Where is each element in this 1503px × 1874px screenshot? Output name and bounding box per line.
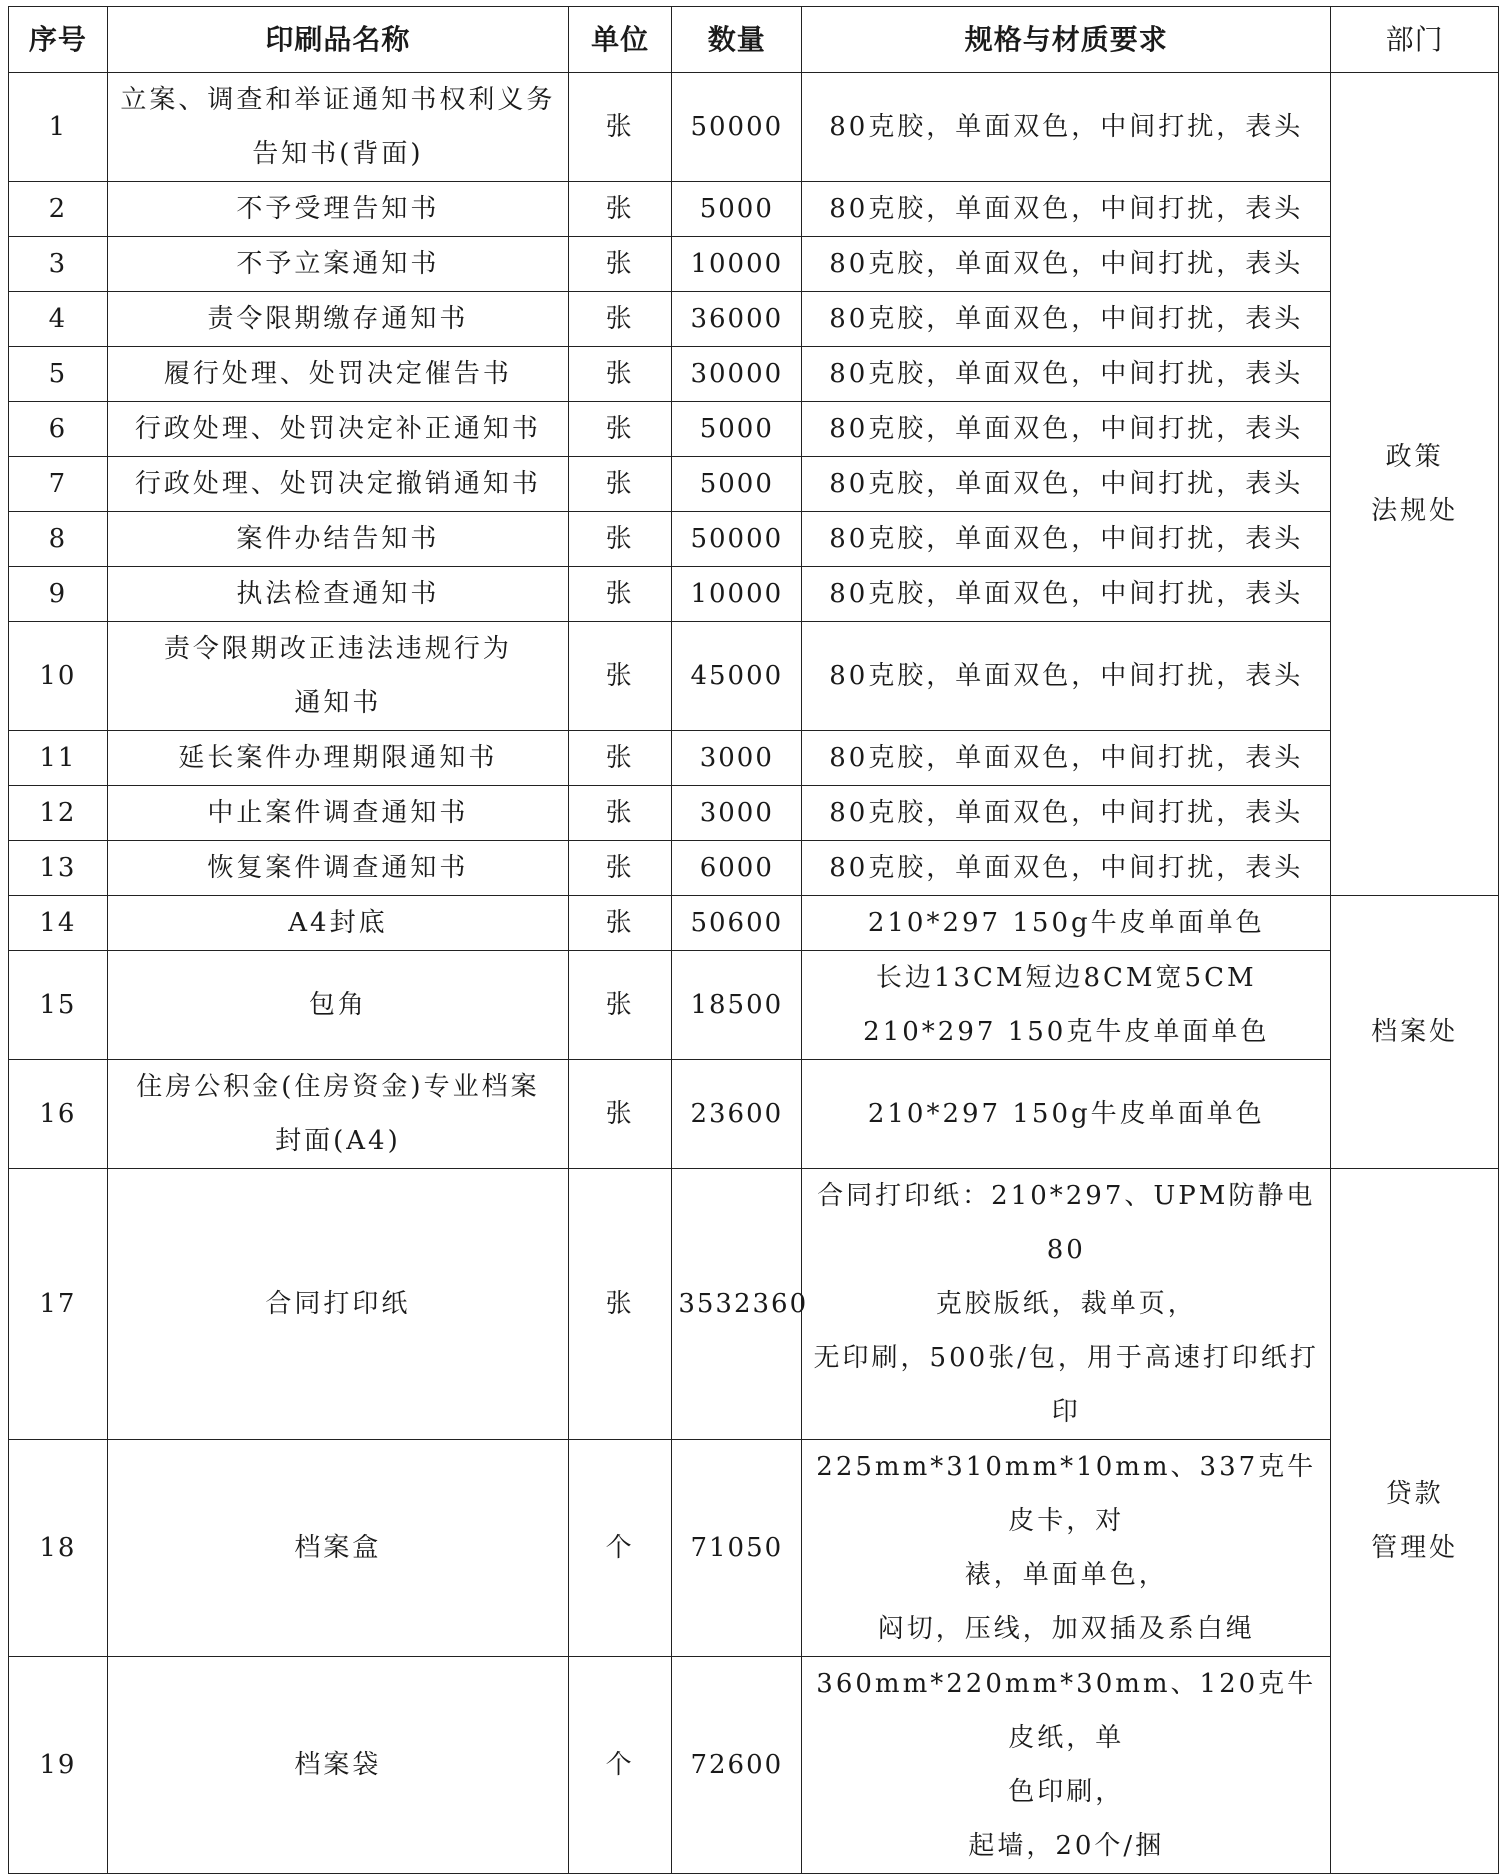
row-number: 12 <box>9 786 108 841</box>
row-number: 1 <box>9 73 108 182</box>
quantity-cell: 10000 <box>672 567 802 622</box>
spec-line: 210*297 150克牛皮单面单色 <box>863 1017 1270 1047</box>
item-name-line: 履行处理、处罚决定催告书 <box>163 359 512 389</box>
quantity-cell: 50000 <box>672 73 802 182</box>
table-row <box>9 1169 1499 1440</box>
spec-cell <box>802 622 1331 731</box>
spec-line: 起墙，20个/捆 <box>968 1831 1165 1861</box>
spec-cell <box>802 731 1331 786</box>
item-name-cell <box>107 786 568 841</box>
row-number: 15 <box>9 951 108 1060</box>
row-number: 11 <box>9 731 108 786</box>
spec-cell <box>802 1169 1331 1440</box>
spec-cell <box>802 237 1331 292</box>
spec-line: 210*297 150g牛皮单面单色 <box>867 908 1265 938</box>
item-name-cell <box>107 896 568 951</box>
table-row <box>9 896 1499 951</box>
spec-cell <box>802 292 1331 347</box>
table-row <box>9 841 1499 896</box>
table-row <box>9 1657 1499 1874</box>
header-department: 部门 <box>1331 7 1499 73</box>
spec-line: 225mm*310mm*10mm、337克牛皮卡，对 <box>816 1452 1317 1536</box>
department-line: 档案处 <box>1371 1017 1459 1047</box>
item-name-line: 档案盒 <box>294 1533 382 1563</box>
item-name-cell <box>107 347 568 402</box>
department-line: 政策 <box>1385 442 1444 472</box>
item-name-line: 责令限期改正违法违规行为 <box>163 634 512 664</box>
table-row <box>9 1060 1499 1169</box>
item-name-cell <box>107 1657 568 1874</box>
unit-cell: 个 <box>568 1440 671 1657</box>
spec-cell <box>802 841 1331 896</box>
table-header-row <box>9 7 1499 73</box>
unit-cell: 张 <box>568 512 671 567</box>
item-name-line: 执法检查通知书 <box>236 579 440 609</box>
item-name-line: 合同打印纸 <box>265 1289 411 1319</box>
spec-line: 克胶版纸，裁单页， <box>935 1289 1197 1319</box>
unit-cell: 张 <box>568 292 671 347</box>
row-number: 17 <box>9 1169 108 1440</box>
item-name-line: 延长案件办理期限通知书 <box>178 743 498 773</box>
row-number: 8 <box>9 512 108 567</box>
department-line: 法规处 <box>1371 496 1459 526</box>
item-name-cell <box>107 73 568 182</box>
row-number: 9 <box>9 567 108 622</box>
spec-cell <box>802 402 1331 457</box>
table-row <box>9 182 1499 237</box>
spec-line: 裱，单面单色， <box>964 1560 1168 1590</box>
item-name-cell <box>107 841 568 896</box>
spec-cell <box>802 347 1331 402</box>
spec-line: 80克胶，单面双色，中间打扰，表头 <box>829 853 1304 883</box>
spec-cell <box>802 1060 1331 1169</box>
header-spec: 规格与材质要求 <box>802 7 1331 73</box>
item-name-cell <box>107 402 568 457</box>
item-name-line: 不予立案通知书 <box>236 249 440 279</box>
header-quantity: 数量 <box>672 7 802 73</box>
department-cell <box>1331 73 1499 896</box>
spec-cell <box>802 896 1331 951</box>
spec-line: 长边13CM短边8CM宽5CM <box>875 963 1257 993</box>
item-name-line: 立案、调查和举证通知书权利义务 <box>120 85 556 115</box>
item-name-line: 通知书 <box>294 688 382 718</box>
table-row <box>9 622 1499 731</box>
row-number: 2 <box>9 182 108 237</box>
quantity-cell: 72600 <box>672 1657 802 1874</box>
table-row <box>9 237 1499 292</box>
quantity-cell: 3000 <box>672 731 802 786</box>
unit-cell: 张 <box>568 347 671 402</box>
row-number: 7 <box>9 457 108 512</box>
header-no: 序号 <box>9 7 108 73</box>
table-row <box>9 731 1499 786</box>
item-name-cell <box>107 237 568 292</box>
unit-cell: 张 <box>568 951 671 1060</box>
unit-cell: 张 <box>568 896 671 951</box>
spec-cell <box>802 182 1331 237</box>
row-number: 14 <box>9 896 108 951</box>
item-name-line: 案件办结告知书 <box>236 524 440 554</box>
unit-cell: 个 <box>568 1657 671 1874</box>
spec-line: 80克胶，单面双色，中间打扰，表头 <box>829 798 1304 828</box>
table-body <box>9 73 1499 1874</box>
spec-cell <box>802 786 1331 841</box>
row-number: 3 <box>9 237 108 292</box>
row-number: 19 <box>9 1657 108 1874</box>
item-name-cell <box>107 731 568 786</box>
spec-line: 210*297 150g牛皮单面单色 <box>867 1099 1265 1129</box>
printing-items-table <box>8 6 1499 1874</box>
spec-cell <box>802 1440 1331 1657</box>
header-unit: 单位 <box>568 7 671 73</box>
spec-cell <box>802 951 1331 1060</box>
spec-line: 80克胶，单面双色，中间打扰，表头 <box>829 359 1304 389</box>
quantity-cell: 45000 <box>672 622 802 731</box>
row-number: 4 <box>9 292 108 347</box>
unit-cell: 张 <box>568 1060 671 1169</box>
item-name-cell <box>107 567 568 622</box>
unit-cell: 张 <box>568 731 671 786</box>
quantity-cell: 30000 <box>672 347 802 402</box>
spec-line: 色印刷， <box>1008 1777 1125 1807</box>
item-name-cell <box>107 622 568 731</box>
item-name-line: 住房公积金(住房资金)专业档案 <box>136 1072 540 1102</box>
spec-line: 80克胶，单面双色，中间打扰，表头 <box>829 194 1304 224</box>
table-row <box>9 73 1499 182</box>
table-row <box>9 292 1499 347</box>
department-line: 贷款 <box>1385 1479 1444 1509</box>
item-name-cell <box>107 457 568 512</box>
row-number: 6 <box>9 402 108 457</box>
spec-line: 80克胶，单面双色，中间打扰，表头 <box>829 414 1304 444</box>
item-name-line: 不予受理告知书 <box>236 194 440 224</box>
unit-cell: 张 <box>568 622 671 731</box>
spec-line: 80克胶，单面双色，中间打扰，表头 <box>829 469 1304 499</box>
item-name-line: 档案袋 <box>294 1750 382 1780</box>
table-row <box>9 512 1499 567</box>
row-number: 5 <box>9 347 108 402</box>
row-number: 13 <box>9 841 108 896</box>
table-row <box>9 951 1499 1060</box>
item-name-line: 告知书(背面) <box>252 139 424 169</box>
spec-cell <box>802 1657 1331 1874</box>
spec-line: 无印刷，500张/包，用于高速打印纸打 <box>813 1343 1319 1373</box>
item-name-line: A4封底 <box>288 908 388 938</box>
department-cell <box>1331 1169 1499 1874</box>
item-name-line: 行政处理、处罚决定撤销通知书 <box>134 469 541 499</box>
table-row <box>9 457 1499 512</box>
spec-line: 80克胶，单面双色，中间打扰，表头 <box>829 579 1304 609</box>
spec-line: 80克胶，单面双色，中间打扰，表头 <box>829 661 1304 691</box>
quantity-cell: 6000 <box>672 841 802 896</box>
header-name: 印刷品名称 <box>107 7 568 73</box>
spec-cell <box>802 512 1331 567</box>
item-name-line: 封面(A4) <box>275 1126 401 1156</box>
quantity-cell: 23600 <box>672 1060 802 1169</box>
spec-cell <box>802 457 1331 512</box>
spec-line: 80克胶，单面双色，中间打扰，表头 <box>829 524 1304 554</box>
department-cell <box>1331 896 1499 1169</box>
unit-cell: 张 <box>568 182 671 237</box>
table-row <box>9 1440 1499 1657</box>
item-name-line: 责令限期缴存通知书 <box>207 304 469 334</box>
unit-cell: 张 <box>568 457 671 512</box>
spec-line: 合同打印纸：210*297、UPM防静电80 <box>817 1181 1316 1265</box>
item-name-cell <box>107 951 568 1060</box>
spec-cell <box>802 567 1331 622</box>
unit-cell: 张 <box>568 1169 671 1440</box>
quantity-cell: 5000 <box>672 182 802 237</box>
table-row <box>9 347 1499 402</box>
quantity-cell: 50000 <box>672 512 802 567</box>
spec-line: 印 <box>1051 1397 1081 1427</box>
quantity-cell: 50600 <box>672 896 802 951</box>
unit-cell: 张 <box>568 73 671 182</box>
spec-line: 闷切，压线，加双插及系白绳 <box>877 1614 1255 1644</box>
unit-cell: 张 <box>568 237 671 292</box>
item-name-cell <box>107 512 568 567</box>
spec-line: 80克胶，单面双色，中间打扰，表头 <box>829 112 1304 142</box>
quantity-cell: 5000 <box>672 402 802 457</box>
quantity-cell: 5000 <box>672 457 802 512</box>
quantity-cell: 36000 <box>672 292 802 347</box>
item-name-line: 中止案件调查通知书 <box>207 798 469 828</box>
spec-cell <box>802 73 1331 182</box>
item-name-cell <box>107 1169 568 1440</box>
quantity-cell: 71050 <box>672 1440 802 1657</box>
quantity-cell: 3532360 <box>672 1169 802 1440</box>
unit-cell: 张 <box>568 567 671 622</box>
spec-line: 80克胶，单面双色，中间打扰，表头 <box>829 743 1304 773</box>
department-line: 管理处 <box>1371 1533 1459 1563</box>
row-number: 10 <box>9 622 108 731</box>
item-name-line: 行政处理、处罚决定补正通知书 <box>134 414 541 444</box>
table-row <box>9 786 1499 841</box>
unit-cell: 张 <box>568 402 671 457</box>
item-name-cell <box>107 1060 568 1169</box>
spec-line: 360mm*220mm*30mm、120克牛皮纸，单 <box>816 1669 1317 1753</box>
row-number: 18 <box>9 1440 108 1657</box>
item-name-line: 恢复案件调查通知书 <box>207 853 469 883</box>
quantity-cell: 3000 <box>672 786 802 841</box>
spec-line: 80克胶，单面双色，中间打扰，表头 <box>829 304 1304 334</box>
item-name-line: 包角 <box>308 990 367 1020</box>
item-name-cell <box>107 1440 568 1657</box>
item-name-cell <box>107 182 568 237</box>
unit-cell: 张 <box>568 841 671 896</box>
quantity-cell: 10000 <box>672 237 802 292</box>
table-row <box>9 402 1499 457</box>
spec-line: 80克胶，单面双色，中间打扰，表头 <box>829 249 1304 279</box>
table-row <box>9 567 1499 622</box>
quantity-cell: 18500 <box>672 951 802 1060</box>
item-name-cell <box>107 292 568 347</box>
unit-cell: 张 <box>568 786 671 841</box>
row-number: 16 <box>9 1060 108 1169</box>
